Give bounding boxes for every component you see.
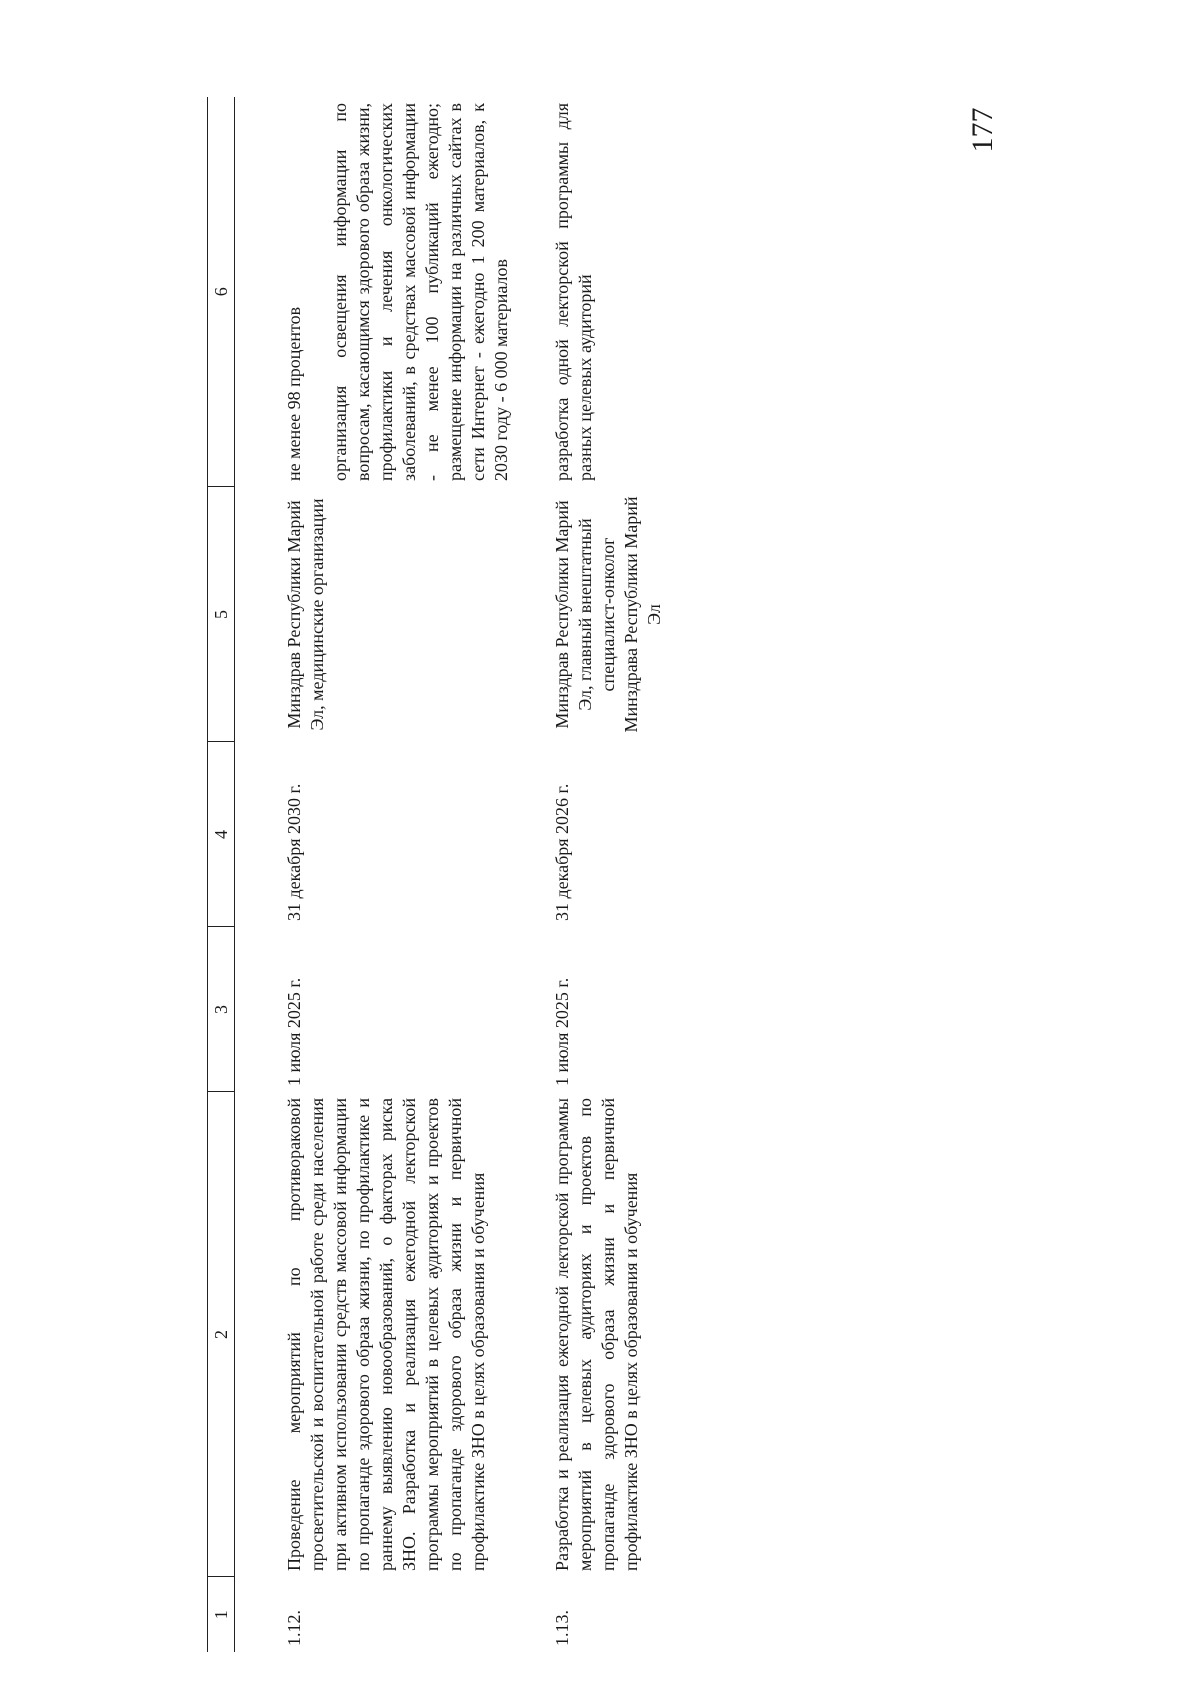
activity-text: Разработка и реализация ежегодной лекторской программы мероприятий в целевых аудиториях и проектов по пропаганде здорового образа жизни и первичной профилактике ЗНО в целях образования и обучения bbox=[552, 1098, 641, 1571]
responsible-executors: Минздрав Республики Марий Эл, медицинские организации bbox=[284, 498, 327, 731]
column-header-6: 6 bbox=[208, 97, 235, 487]
expected-results bbox=[283, 97, 513, 487]
result-line: не менее 98 процентов bbox=[284, 306, 304, 481]
table-header-row bbox=[208, 97, 235, 1652]
measures-table bbox=[207, 97, 666, 1652]
column-header-3: 3 bbox=[208, 927, 235, 1092]
expected-results bbox=[551, 97, 666, 487]
start-date: 1 июля 2025 г. bbox=[284, 977, 304, 1086]
column-header-2: 2 bbox=[208, 1092, 235, 1577]
column-header-5: 5 bbox=[208, 487, 235, 742]
rotated-table-sheet bbox=[207, 97, 985, 1652]
end-date: 31 декабря 2026 г. bbox=[552, 783, 572, 921]
end-date: 31 декабря 2030 г. bbox=[284, 783, 304, 921]
responsible-executors: Минздрав Республики Марий Эл, главный внештатный специалист-онколог Минздрава Республики Марий Эл bbox=[552, 496, 664, 733]
result-line: разработка одной лекторской программы для разных целевых аудиторий bbox=[552, 103, 595, 481]
table-row bbox=[283, 97, 513, 1652]
column-header-1: 1 bbox=[208, 1577, 235, 1652]
result-gap bbox=[306, 103, 329, 481]
table-row bbox=[551, 97, 666, 1652]
start-date: 1 июля 2025 г. bbox=[552, 977, 572, 1086]
row-number: 1.12. bbox=[284, 1610, 304, 1646]
column-header-4: 4 bbox=[208, 742, 235, 927]
row-number: 1.13. bbox=[552, 1610, 572, 1646]
result-line: организация освещения информации по вопросам, касающимся здорового образа жизни, профилактики и лечения онкологических заболеваний, в средствах массовой информации - не менее 100 публикаций ежегодно; размещение информации на различных сайтах в сети Интернет - ежегодно 1 200 материалов, к 2030 году - 6 000 материалов bbox=[330, 103, 511, 481]
activity-text: Проведение мероприятий по противораковой просветительской и воспитательной работе среди населения при активном использовании средств массовой информации по пропаганде здорового образа жизни, по профилактике и раннему выявлению новообразований, о факторах риска ЗНО. Разработка и реализация ежегодной лекторской программы мероприятий в целевых аудиториях и проектов по пропаганде здорового образа жизни и первичной профилактике ЗНО в целях образования и обучения bbox=[284, 1098, 488, 1571]
page-number: 177 bbox=[966, 107, 999, 153]
